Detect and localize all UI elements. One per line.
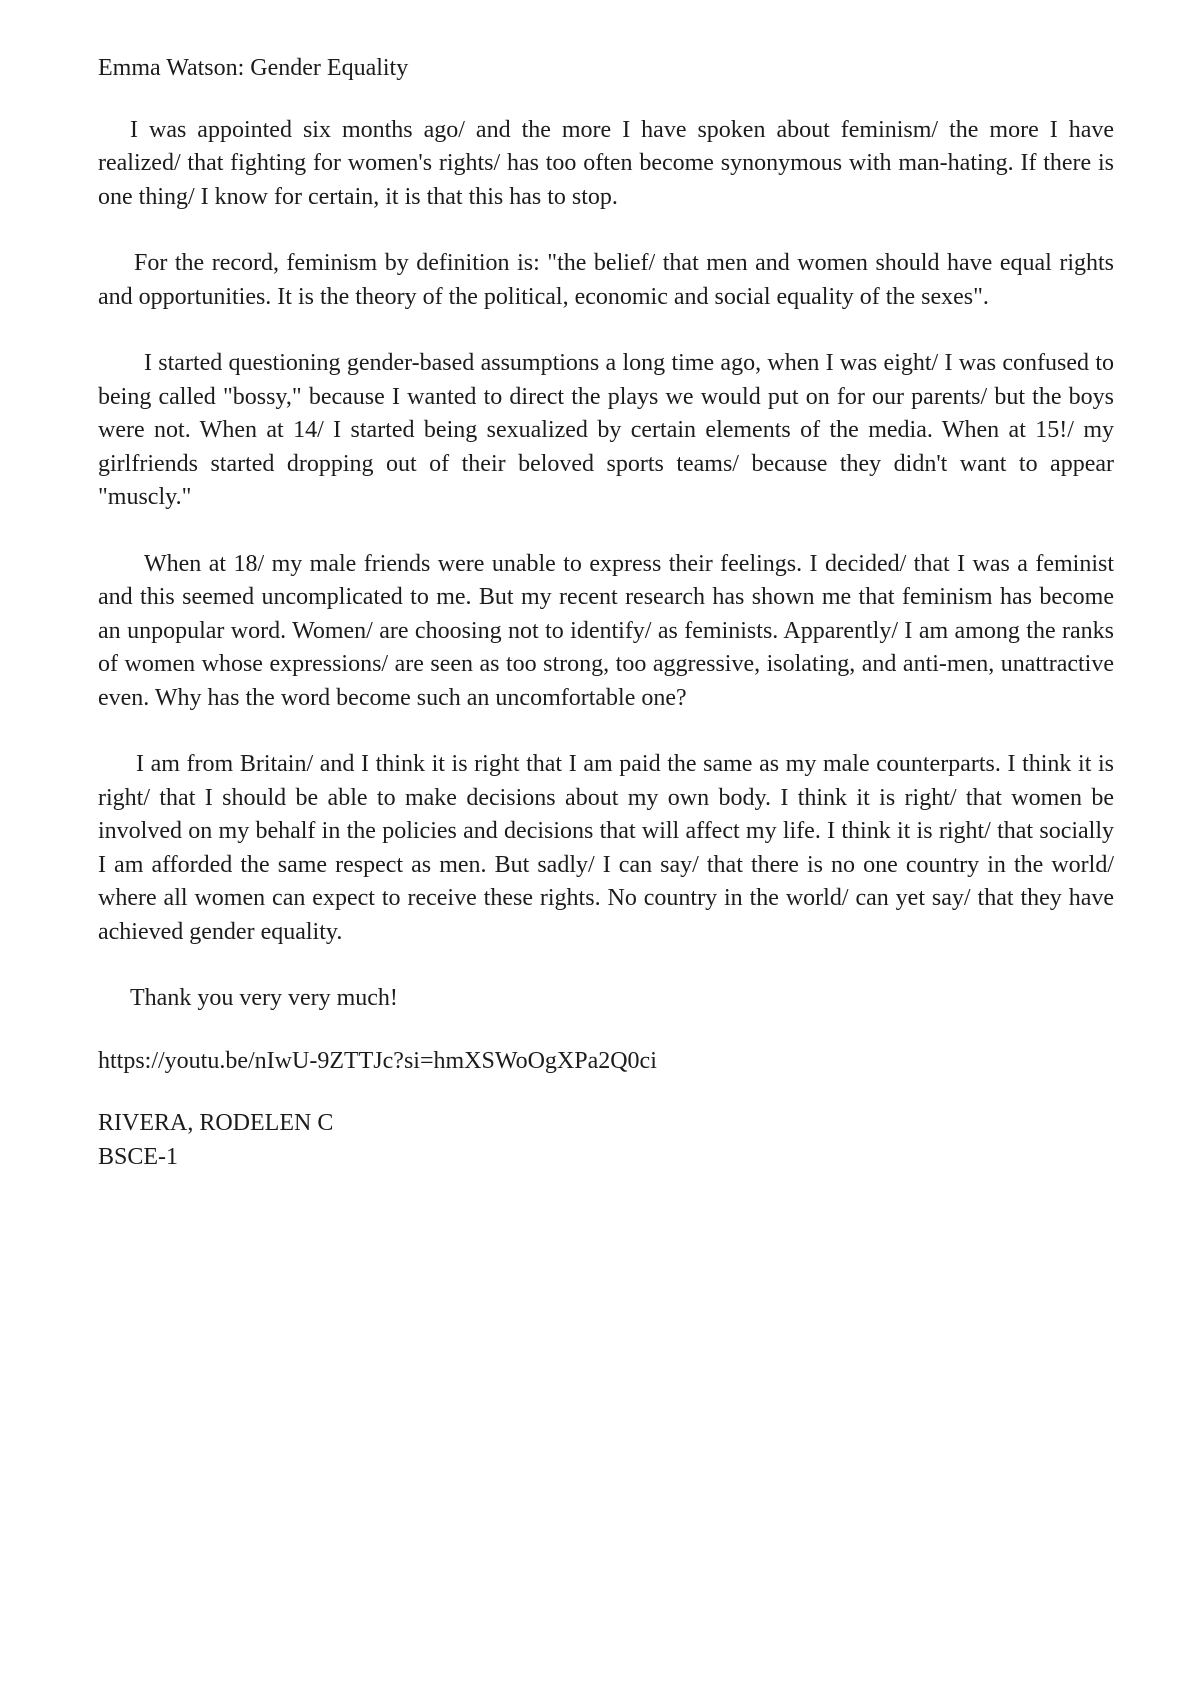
course-code: BSCE-1 xyxy=(98,1143,179,1170)
document-title: Emma Watson: Gender Equality xyxy=(98,55,409,81)
paragraph-1: I was appointed six months ago/ and the more I have spoken about feminism/ the more I have realized/ that fighting for women's rights/ has too often become synonymous with man-hating. If there is one thing/ I know for certain, it is that this has to stop. xyxy=(98,116,1114,210)
author-name: RIVERA, RODELEN C xyxy=(98,1110,334,1136)
paragraph-3: I started questioning gender-based assumptions a long time ago, when I was eight/ I was confused to being called "bossy," because I wanted to direct the plays we would put on for our parents/ but the boys were not. When at 14/ I started being sexualized by certain elements of the media. When at 15!/ my girlfriends started dropping out of their beloved sports teams/ because they didn't want to appear "muscly." xyxy=(98,350,1114,510)
paragraph-5: I am from Britain/ and I think it is right that I am paid the same as my male counterparts. I think it is right/ that I should be able to make decisions about my own body. I think it is right/ that women be involved on my behalf in the policies and decisions that will affect my life. I think it is right/ that socially I am afforded the same respect as men. But sadly/ I can say/ that there is no one country in the world/ where all women can expect to receive these rights. No country in the world/ can yet say/ that they have achieved gender equality. xyxy=(98,751,1114,945)
paragraph-4: When at 18/ my male friends were unable to express their feelings. I decided/ that I was a feminist and this seemed uncomplicated to me. But my recent research has shown me that feminism has become an unpopular word. Women/ are choosing not to identify/ as feminists. Apparently/ I am among the ranks of women whose expressions/ are seen as too strong, too aggressive, isolating, and anti-men, unattractive even. Why has the word become such an uncomfortable one? xyxy=(98,550,1114,711)
paragraph-2: For the record, feminism by definition is: "the belief/ that men and women should have equal rights and opportunities. It is the theory of the political, economic and social equality of the sexes". xyxy=(98,250,1114,310)
video-link: https://youtu.be/nIwU-9ZTTJc?si=hmXSWoOgXPa2Q0ci xyxy=(98,1047,657,1074)
closing-line: Thank you very very much! xyxy=(130,985,398,1011)
